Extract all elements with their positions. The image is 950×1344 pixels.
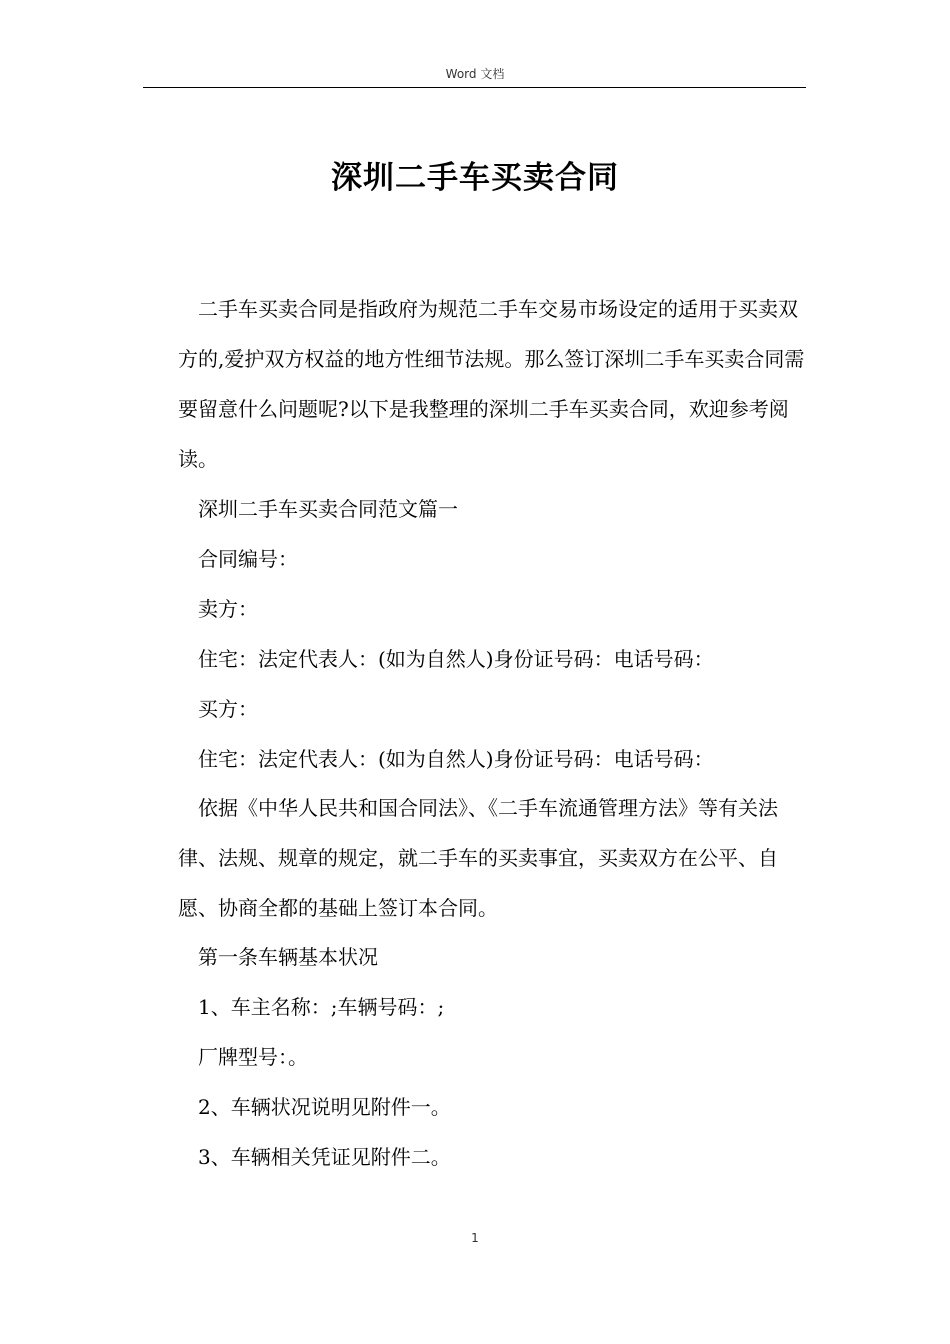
seller-info-line: 住宅：法定代表人：(如为自然人)身份证号码：电话号码：	[198, 647, 714, 671]
page-number: 1	[471, 1231, 479, 1245]
basis-paragraph: 依据《中华人民共和国合同法》、《二手车流通管理方法》等有关法律、法规、规章的规定，就二手车的买卖事宜，买卖双方在公平、自愿、协商全都的基础上签订本合同。	[178, 796, 778, 920]
intro-paragraph: 二手车买卖合同是指政府为规范二手车交易市场设定的适用于买卖双方的,爱护双方权益的地方性细节法规。那么签订深圳二手车买卖合同需要留意什么问题呢?以下是我整理的深圳二手车买卖合同，欢迎参考阅读。	[178, 297, 805, 471]
list-item-owner: 1、车主名称：;车辆号码：;	[198, 995, 445, 1019]
contract-number-line: 合同编号：	[198, 547, 298, 571]
buyer-label: 买方：	[198, 697, 258, 721]
buyer-info-line: 住宅：法定代表人：(如为自然人)身份证号码：电话号码：	[198, 747, 714, 771]
header-divider	[143, 87, 806, 88]
list-item-documents: 3、车辆相关凭证见附件二。	[198, 1145, 451, 1169]
document-title: 深圳二手车买卖合同	[331, 160, 619, 196]
list-item-condition: 2、车辆状况说明见附件一。	[198, 1095, 451, 1119]
seller-label: 卖方：	[198, 597, 258, 621]
section-heading: 深圳二手车买卖合同范文篇一	[198, 497, 458, 521]
list-item-model: 厂牌型号：。	[198, 1045, 308, 1069]
article-one-heading: 第一条车辆基本状况	[198, 945, 378, 969]
page-header: Word 文档	[445, 67, 505, 81]
